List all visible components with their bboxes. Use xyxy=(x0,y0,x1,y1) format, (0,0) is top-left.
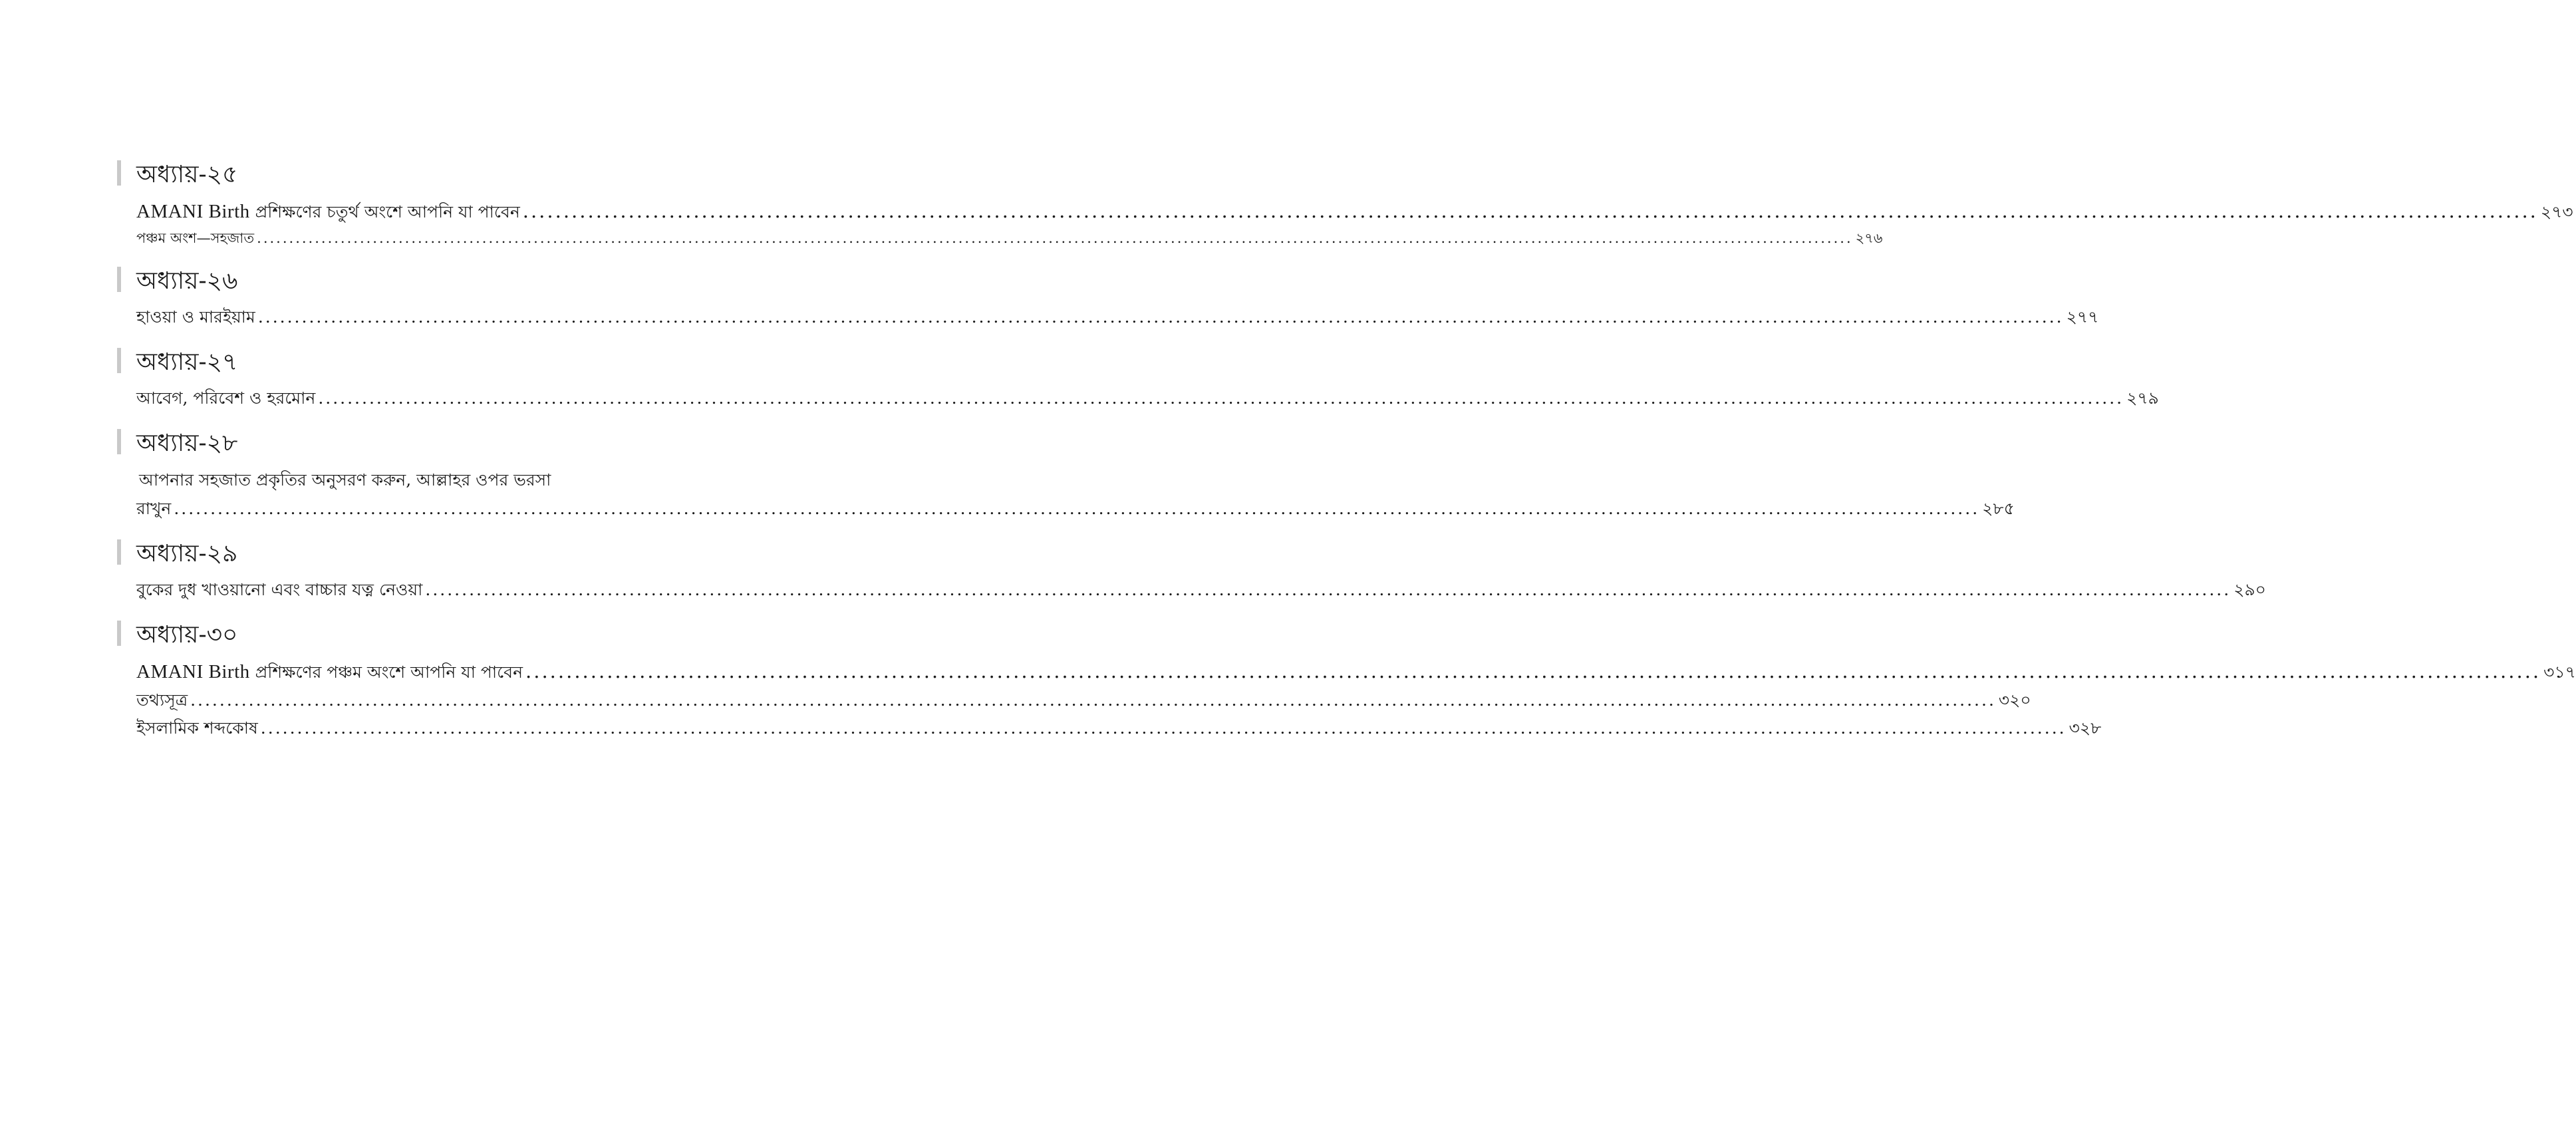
toc-entry[interactable] xyxy=(136,303,2099,331)
chapter-marker-bar xyxy=(117,160,121,186)
toc-entry-page: ৩১৭ xyxy=(2543,662,2576,682)
chapter-marker-bar xyxy=(117,429,121,454)
toc-entry-title: হাওয়া ও মারইয়াম xyxy=(136,307,255,327)
chapter-title: অধ্যায়-২৬ xyxy=(136,267,238,295)
toc-entry-page: ২৭৯ xyxy=(2126,388,2159,408)
toc-entry-page: ২৯০ xyxy=(2233,580,2266,599)
dot-leader xyxy=(318,384,2124,412)
chapter-29 xyxy=(120,537,2266,604)
toc-entry[interactable] xyxy=(136,576,2266,604)
toc-entry[interactable] xyxy=(136,714,2102,742)
toc-entry-title: বুকের দুধ খাওয়ানো এবং বাচ্চার যত্ন নেওয়া xyxy=(136,580,423,599)
toc-entry-title: আবেগ, পরিবেশ ও হরমোন xyxy=(136,388,316,408)
chapter-26 xyxy=(120,265,2099,331)
chapter-title: অধ্যায়-২৭ xyxy=(136,349,238,376)
chapter-27 xyxy=(120,346,2159,412)
toc-entry-page: ২৮৫ xyxy=(1982,499,2015,518)
chapter-28 xyxy=(120,427,2015,523)
table-of-contents xyxy=(120,158,2576,757)
chapter-title: অধ্যায়-২৫ xyxy=(136,161,238,188)
dot-leader xyxy=(174,495,1979,523)
toc-entry-latin: AMANI Birth xyxy=(136,201,250,222)
chapter-marker-bar xyxy=(117,267,121,292)
toc-entry-title: ইসলামিক শব্দকোষ xyxy=(136,718,258,738)
toc-entry-page: ৩২০ xyxy=(1998,690,2031,710)
toc-entry-title: প্রশিক্ষণের পঞ্চম অংশে আপনি যা পাবেন xyxy=(249,662,523,682)
toc-entry-title-line1: আপনার সহজাত প্রকৃতির অনুসরণ করুন, আল্লাহর ওপর ভরসা xyxy=(139,470,551,490)
toc-entry-title: তথ্যসূত্র xyxy=(136,690,188,710)
toc-entry[interactable] xyxy=(136,384,2159,412)
toc-entry[interactable] xyxy=(136,686,2031,714)
toc-entry-page: ২৭৬ xyxy=(1855,230,1883,246)
dot-leader xyxy=(190,686,1996,714)
chapter-marker-bar xyxy=(117,539,121,565)
dot-leader xyxy=(261,714,2067,742)
toc-entry-page: ৩২৮ xyxy=(2069,718,2102,738)
chapter-title: অধ্যায়-২৯ xyxy=(136,540,238,567)
toc-entry[interactable] xyxy=(136,197,2573,226)
chapter-25 xyxy=(120,158,2573,250)
toc-entry[interactable] xyxy=(136,657,2576,686)
toc-entry[interactable] xyxy=(136,226,1883,250)
toc-entry-page: ২৭৭ xyxy=(2066,307,2099,327)
dot-leader xyxy=(258,303,2064,331)
chapter-marker-bar xyxy=(117,621,121,646)
toc-entry-title-line2: রাখুন xyxy=(136,499,172,518)
toc-entry-latin: AMANI Birth xyxy=(136,661,250,682)
dot-leader xyxy=(257,226,1852,250)
chapter-title: অধ্যায়-৩০ xyxy=(136,621,238,648)
dot-leader xyxy=(525,657,2541,685)
chapter-title: অধ্যায়-২৮ xyxy=(136,430,238,457)
dot-leader xyxy=(523,197,2538,225)
toc-entry[interactable] xyxy=(136,466,2015,523)
chapter-30 xyxy=(120,619,2576,742)
dot-leader xyxy=(425,576,2231,604)
chapter-marker-bar xyxy=(117,348,121,373)
toc-entry-page: ২৭৩ xyxy=(2540,202,2573,221)
toc-entry-title: প্রশিক্ষণের চতুর্থ অংশে আপনি যা পাবেন xyxy=(249,202,520,221)
toc-entry-title: পঞ্চম অংশ—সহজাত xyxy=(136,230,255,246)
